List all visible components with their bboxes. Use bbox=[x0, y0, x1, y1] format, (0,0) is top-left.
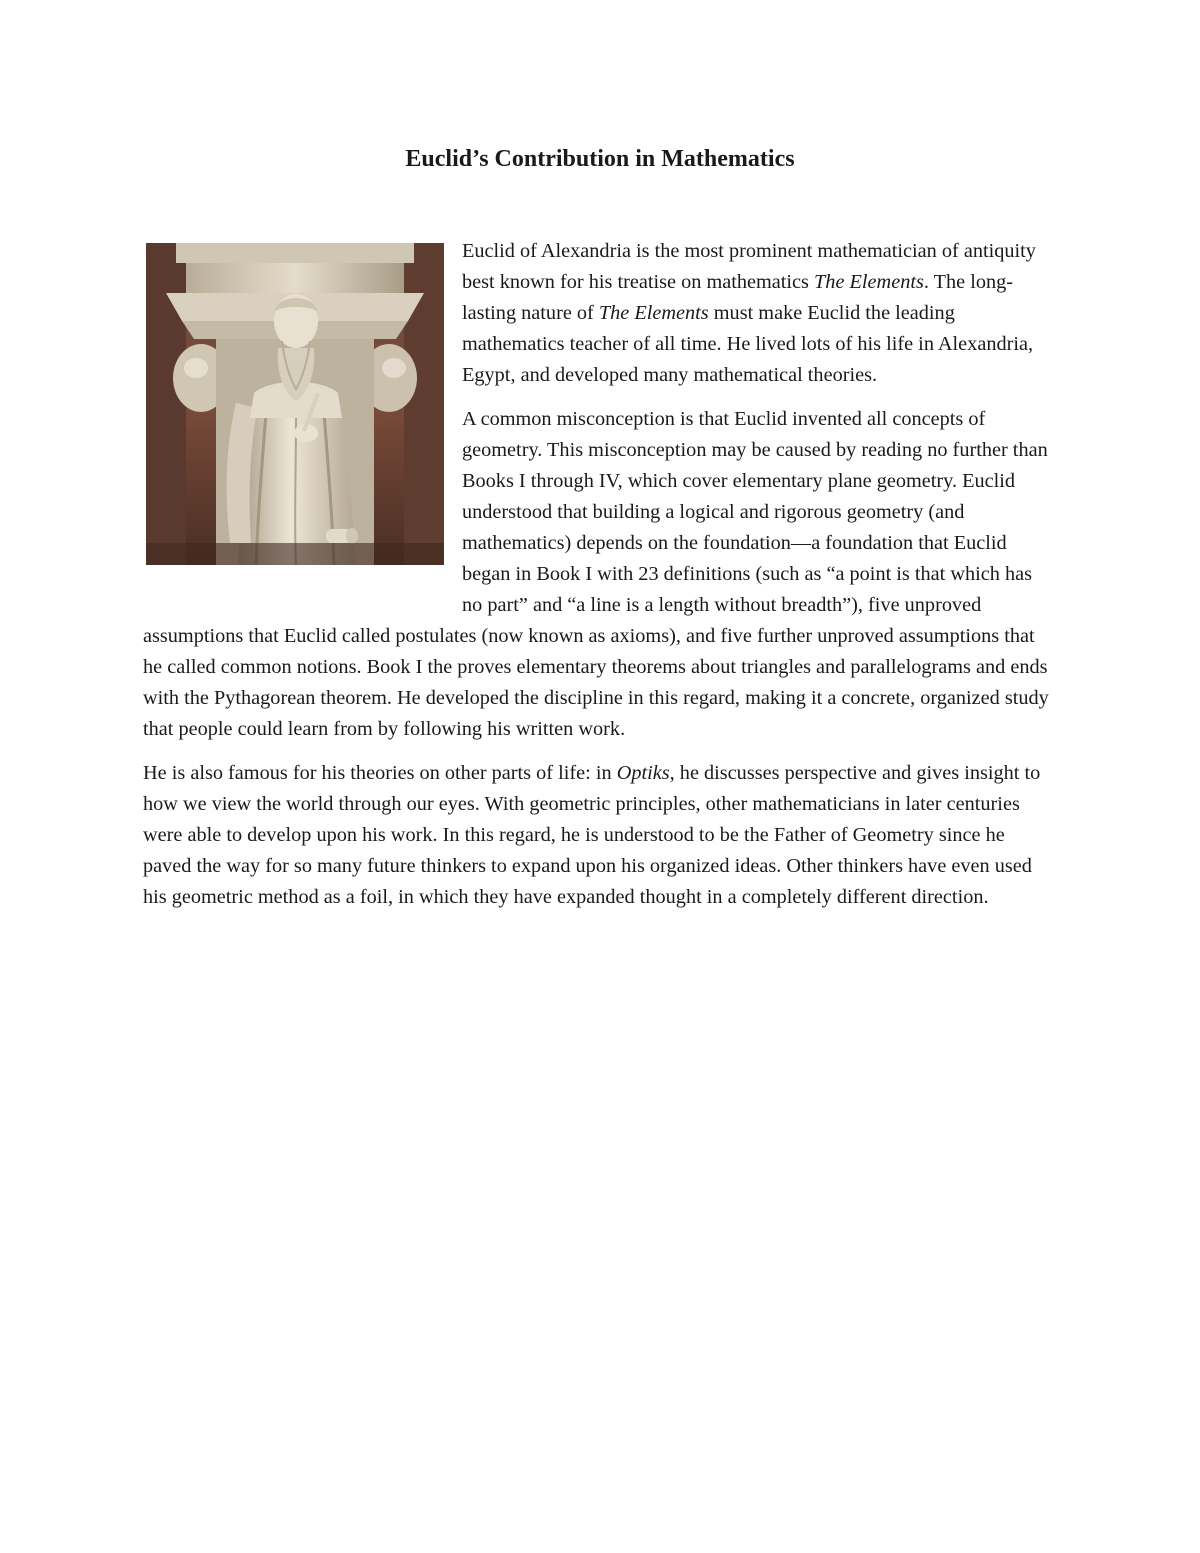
book-title-optiks: Optiks bbox=[616, 762, 670, 784]
paragraph-intro-text-1: Euclid of Alexandria is the most prominent mathematician of antiquity best known for his treatise on mathematics bbox=[462, 240, 1036, 293]
euclid-statue-image bbox=[146, 243, 446, 597]
document-title: Euclid’s Contribution in Mathematics bbox=[405, 146, 795, 172]
document-body bbox=[143, 236, 1057, 926]
statue-photo-icon bbox=[146, 243, 444, 565]
paragraph-optiks-text-1: He is also famous for his theories on other parts of life: in bbox=[143, 762, 617, 784]
paragraph-optiks-text-2: , he discusses perspective and gives insight to how we view the world through our eyes. With geometric principles, other mathematicians in later centuries were able to develop upon his work. In this regard, he is understood to be the Father of Geometry since he paved the way for so many future thinkers to expand upon his organized ideas. Other thinkers have even used his geometric method as a foil, in which they have expanded thought in a completely different direction. bbox=[143, 762, 1041, 908]
book-title-elements: The Elements bbox=[814, 271, 924, 293]
paragraph-intro-text-2: . The long-lasting nature of bbox=[462, 271, 1014, 324]
paragraph-misconception: A common misconception is that Euclid invented all concepts of geometry. This misconception may be caused by reading no further than Books I through IV, which cover elementary plane geometry. Euclid understood that building a logical and rigorous geometry (and mathematics) depends on the foundation—a foundation that Euclid began in Book I with 23 definitions (such as “a point is that which has no part” and “a line is a length without breadth”), five unproved assumptions that Euclid called postulates (now known as axioms), and five further unproved assumptions that he called common notions. Book I the proves elementary theorems about triangles and parallelograms and ends with the Pythagorean theorem. He developed the discipline in this regard, making it a concrete, organized study that people could learn from by following his written work. bbox=[143, 408, 1049, 740]
paragraph-intro-text-3: must make Euclid the leading mathematics teacher of all time. He lived lots of his life in Alexandria, Egypt, and developed many mathematical theories. bbox=[462, 302, 1034, 386]
paragraph-optiks bbox=[143, 758, 1057, 913]
book-title-elements-2: The Elements bbox=[598, 302, 709, 324]
